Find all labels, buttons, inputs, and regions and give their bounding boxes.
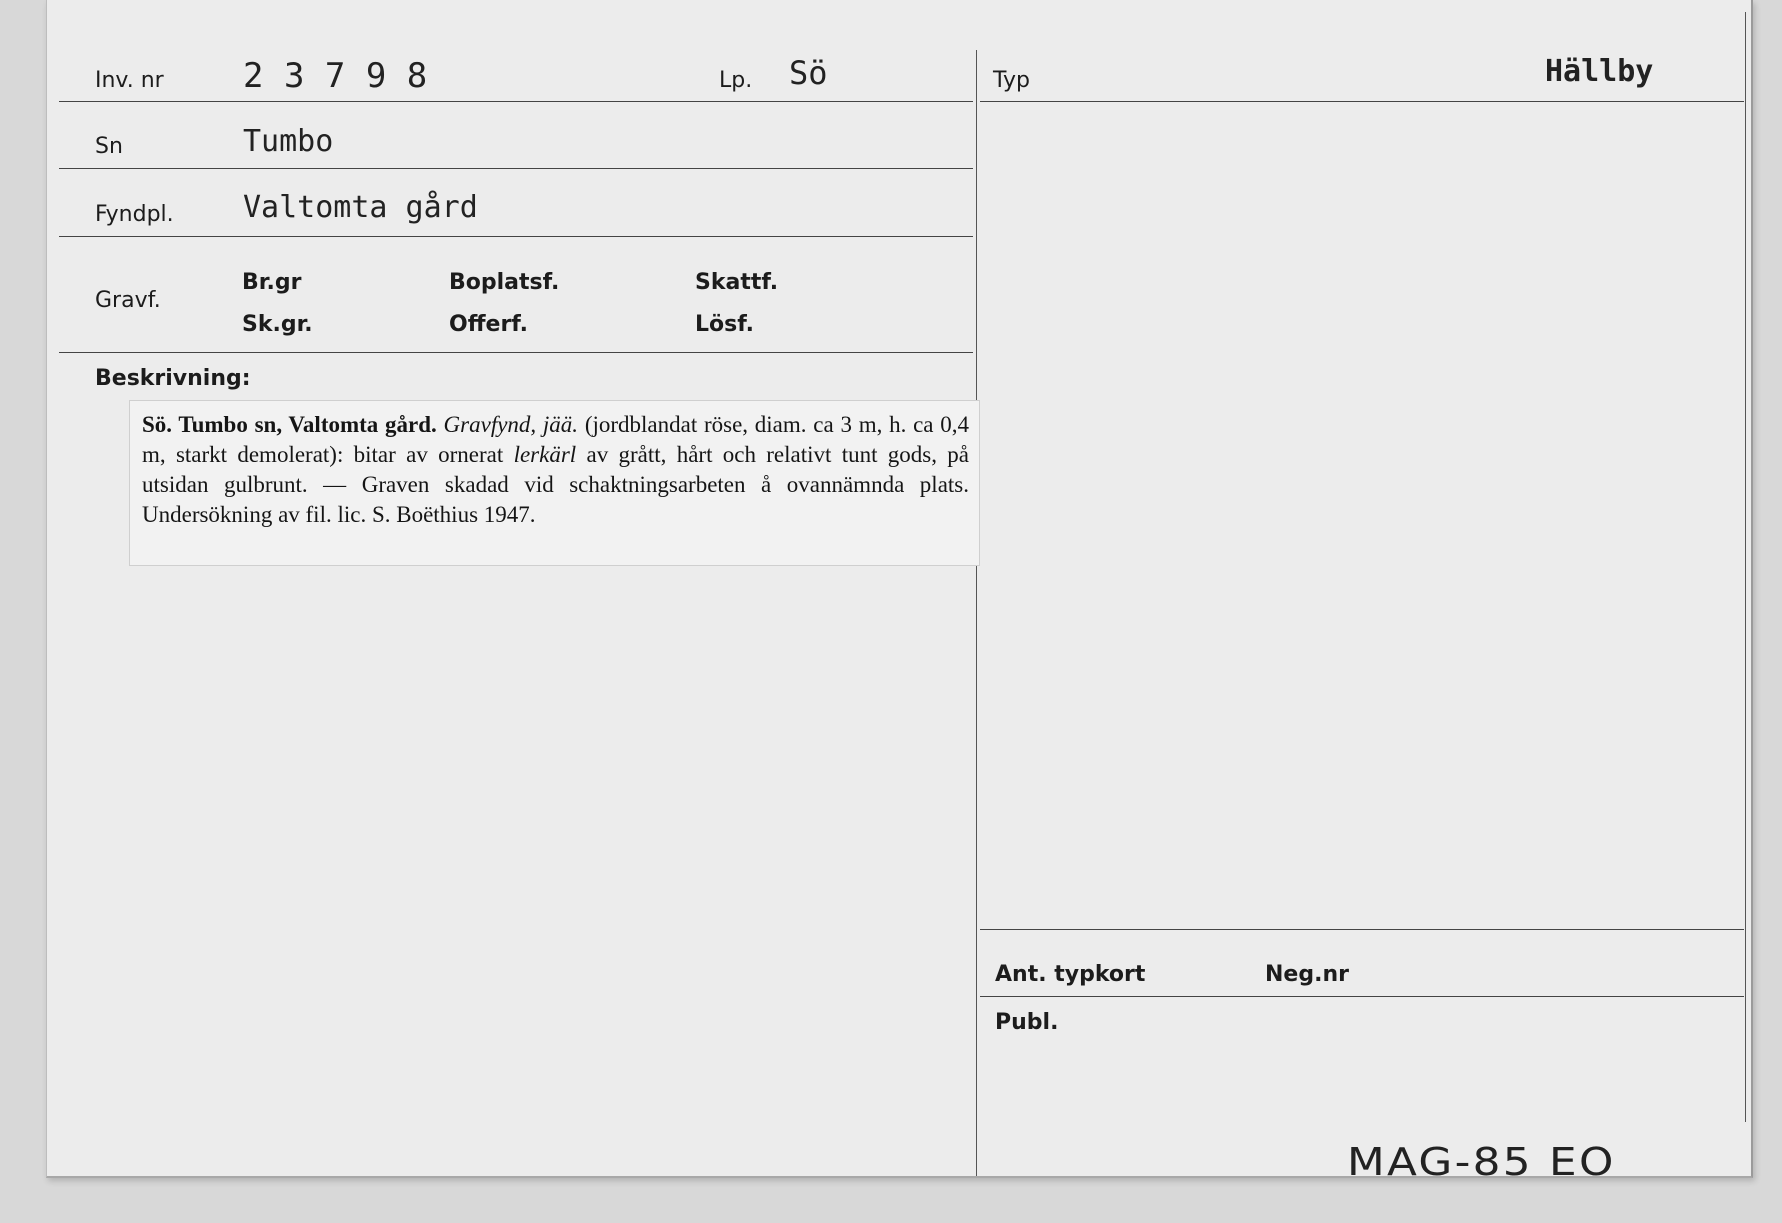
- neg-nr-label: Neg.nr: [1265, 962, 1349, 987]
- rule-row1-left: [59, 101, 973, 102]
- ant-typkort-label: Ant. typkort: [995, 962, 1146, 987]
- losf-label: Lösf.: [695, 312, 754, 337]
- typ-label: Typ: [993, 68, 1030, 93]
- description-bold: Sö. Tumbo sn, Valtomta gård.: [142, 412, 437, 437]
- rule-row1-right: [980, 101, 1744, 102]
- description-text: [130, 401, 979, 530]
- description-text-1: (jordblandat röse, diam. ca 3 m, h. ca 0,4 m, starkt demolerat): bitar av ornerat: [142, 412, 969, 467]
- lp-value: Sö: [789, 54, 828, 92]
- column-divider: [976, 50, 977, 1176]
- catalog-card: [46, 0, 1753, 1184]
- sn-label: Sn: [95, 134, 123, 159]
- beskrivning-label: Beskrivning:: [95, 366, 251, 391]
- publ-label: Publ.: [995, 1010, 1059, 1035]
- description-clipping: [129, 400, 980, 566]
- rule-right-bottom1: [980, 929, 1744, 930]
- right-edge-line: [1745, 12, 1746, 1122]
- description-italic-1: Gravfynd, jää.: [443, 412, 579, 437]
- sn-value: Tumbo: [243, 124, 334, 159]
- lp-label: Lp.: [719, 68, 753, 93]
- fyndpl-value: Valtomta gård: [243, 190, 478, 225]
- inv-nr-value: 2 3 7 9 8: [243, 56, 428, 96]
- boplatsf-label: Boplatsf.: [449, 270, 560, 295]
- rule-right-bottom2: [980, 996, 1744, 997]
- handwritten-code: MAG-85 EO: [1347, 1140, 1616, 1184]
- inv-nr-label: Inv. nr: [95, 68, 164, 93]
- offerf-label: Offerf.: [449, 312, 529, 337]
- rule-row4: [59, 352, 973, 353]
- rule-row2: [59, 168, 973, 169]
- gravf-label: Gravf.: [95, 288, 161, 313]
- description-text-2: av grått, hårt och relativt tunt gods, på utsidan gulbrunt. — Graven skadad vid schaktningsarbeten å ovannämnda plats. Undersökning av fil. lic. S. Boëthius 1947.: [142, 442, 970, 527]
- rule-row3: [59, 236, 973, 237]
- sk-gr-label: Sk.gr.: [242, 312, 313, 337]
- skattf-label: Skattf.: [695, 270, 779, 295]
- br-gr-label: Br.gr: [242, 270, 302, 295]
- typ-value: Hällby: [1545, 54, 1654, 89]
- fyndpl-label: Fyndpl.: [95, 202, 174, 227]
- description-italic-2: lerkärl: [513, 442, 577, 467]
